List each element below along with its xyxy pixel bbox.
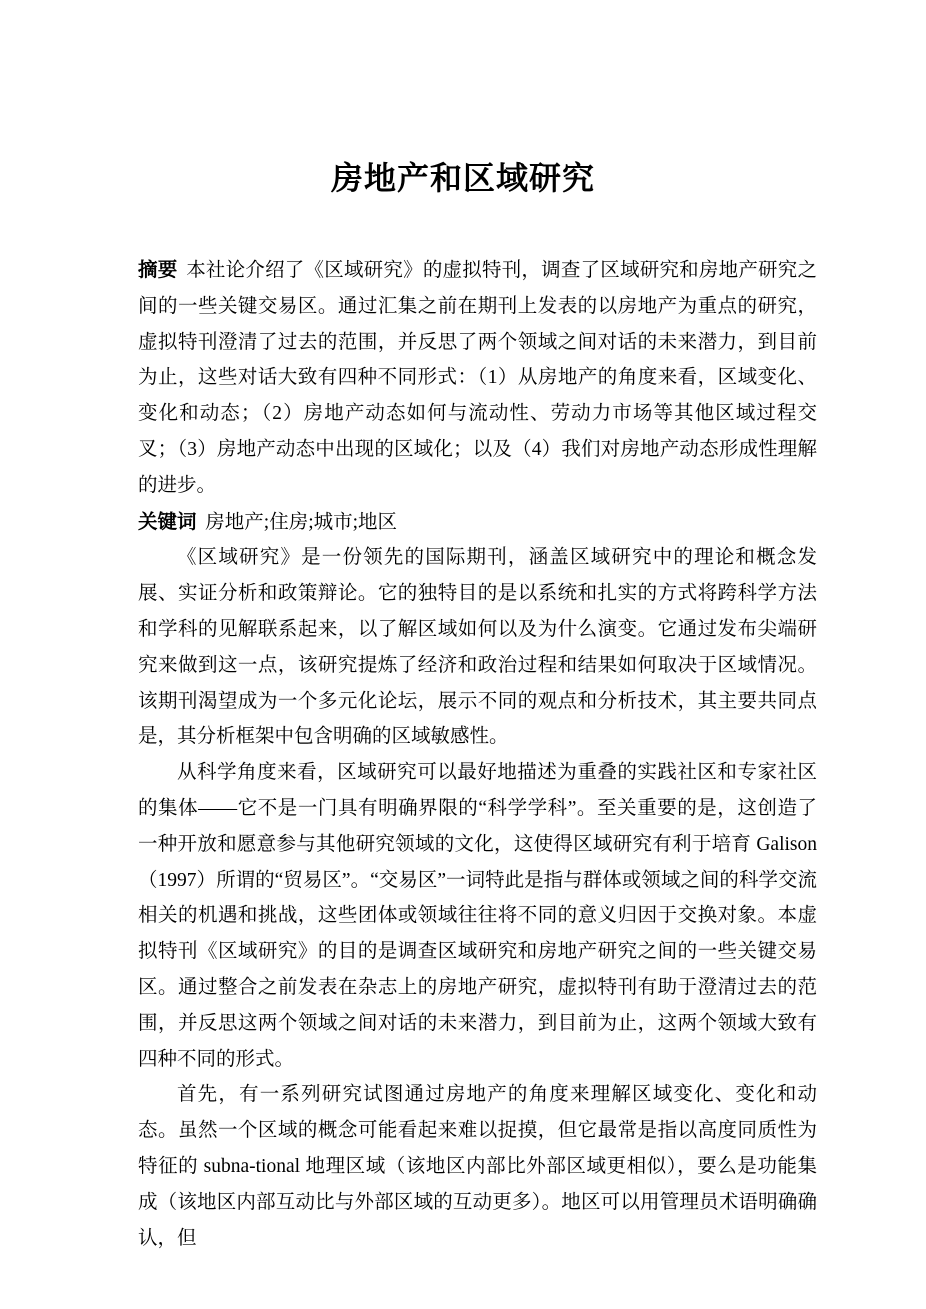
abstract-label: 摘要 [138, 258, 178, 281]
document-title: 房地产和区域研究 [330, 159, 595, 197]
keywords-line [138, 504, 817, 541]
body-paragraph-regional-change: 首先，有一系列研究试图通过房地产的角度来理解区域变化、变化和动态。虽然一个区域的概念可能看起来难以捉摸，但它最常是指以高度同质性为特征的 subna-tional 地理区域（该地区内部比外部区域更相似），要么是功能集成（该地区内部互动比与外部区域的互动更多）。地区可以用管理员术语明确确认，但 [138, 1084, 817, 1249]
document-body [138, 252, 817, 1256]
body-paragraph-journal-intro: 《区域研究》是一份领先的国际期刊，涵盖区域研究中的理论和概念发展、实证分析和政策辩论。它的独特目的是以系统和扎实的方式将跨科学方法和学科的见解联系起来，以了解区域如何以及为什么演变。它通过发布尖端研究来做到这一点，该研究提炼了经济和政治过程和结果如何取决于区域情况。该期刊渴望成为一个多元化论坛，展示不同的观点和分析技术，其主要共同点是，其分析框架中包含明确的区域敏感性。 [138, 547, 817, 748]
abstract-paragraph [138, 252, 817, 504]
abstract-text: 本社论介绍了《区域研究》的虚拟特刊，调查了区域研究和房地产研究之间的一些关键交易区。通过汇集之前在期刊上发表的以房地产为重点的研究，虚拟特刊澄清了过去的范围，并反思了两个领域之间对话的未来潜力，到目前为止，这些对话大致有四种不同形式：（1）从房地产的角度来看，区域变化、变化和动态；（2）房地产动态如何与流动性、劳动力市场等其他区域过程交叉；（3）房地产动态中出现的区域化；以及（4）我们对房地产动态形成性理解的进步。 [138, 260, 817, 496]
keywords-label: 关键词 [138, 509, 197, 533]
body-paragraph-trading-zones: 从科学角度来看，区域研究可以最好地描述为重叠的实践社区和专家社区的集体——它不是一门具有明确界限的“科学学科”。至关重要的是，这创造了一种开放和愿意参与其他研究领域的文化，这使得区域研究有利于培育 Galison（1997）所谓的“贸易区”。“交易区”一词特此是指与群体或领域之间的科学交流相关的机遇和挑战，这些团体或领域往往将不同的意义归因于交换对象。本虚拟特刊《区域研究》的目的是调查区域研究和房地产研究之间的一些关键交易区。通过整合之前发表在杂志上的房地产研究，虚拟特刊有助于澄清过去的范围，并反思这两个领域之间对话的未来潜力，到目前为止，这两个领域大致有四种不同的形式。 [138, 762, 817, 1070]
keywords-text: 房地产;住房;城市;地区 [205, 511, 398, 533]
